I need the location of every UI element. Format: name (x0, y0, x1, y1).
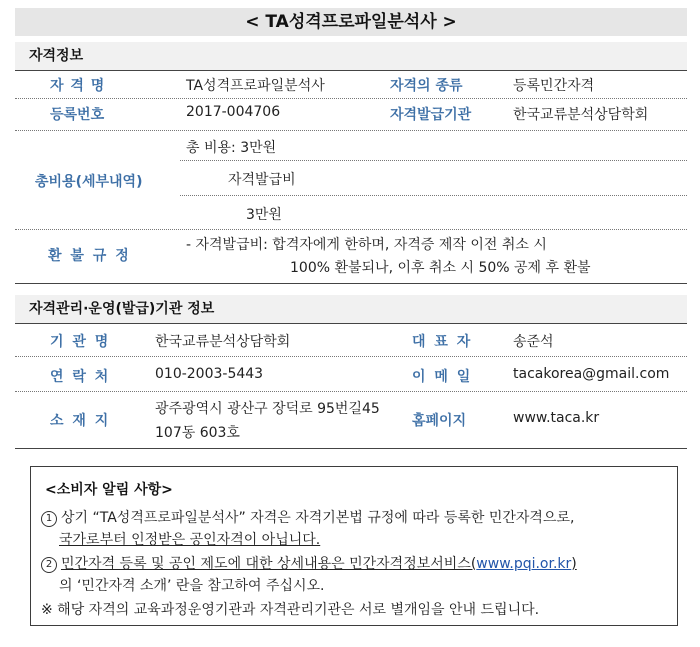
regno-value: 2017-004706 (186, 104, 281, 120)
email-value[interactable]: tacakorea@gmail.com (513, 366, 670, 382)
divider (15, 130, 687, 131)
cost-label: 총비용(세부내역) (35, 174, 143, 190)
divider (180, 160, 687, 161)
pqi-link[interactable]: www.pqi.or.kr (476, 556, 572, 572)
divider (180, 195, 687, 196)
notice-item-2-line-1 (41, 553, 577, 573)
name-value: TA성격프로파일분석사 (186, 78, 325, 94)
type-label: 자격의 종류 (390, 78, 463, 94)
org-value: 한국교류분석상담학회 (155, 334, 291, 350)
name-label: 자 격 명 (50, 78, 106, 94)
refund-line1: - 자격발급비: 합격자에게 한하며, 자격증 제작 이전 취소 시 (186, 237, 547, 253)
notice-item-1-line-1 (41, 507, 574, 527)
issuer-label: 자격발급기관 (390, 107, 472, 123)
contact-value: 010-2003-5443 (155, 366, 264, 382)
refund-line2: 100% 환불되나, 이후 취소 시 50% 공제 후 환불 (290, 260, 591, 276)
divider (15, 356, 687, 357)
email-label: 이 메 일 (412, 369, 473, 385)
notice-item-2-line-2: 의 ‘민간자격 소개’ 란을 참고하여 주십시오. (59, 578, 325, 594)
type-value: 등록민간자격 (513, 78, 595, 94)
divider (15, 323, 687, 324)
refund-label: 환 불 규 정 (48, 248, 131, 264)
contact-label: 연 락 처 (50, 369, 111, 385)
homepage-label: 홈페이지 (412, 413, 467, 429)
divider (15, 98, 687, 99)
number-2-icon: 2 (41, 557, 57, 573)
notice-item-3: ※ 해당 자격의 교육과정운영기관과 자격관리기관은 서로 별개임을 안내 드립니다. (41, 602, 540, 618)
cost-item-value: 3만원 (246, 207, 282, 223)
rep-label: 대 표 자 (412, 334, 473, 350)
address-label: 소 재 지 (50, 413, 111, 429)
notice-item-2-text: 민간자격 등록 및 공인 제도에 대한 상세내용은 민간자격정보서비스( (61, 556, 477, 572)
notice-item-1-text: 상기 “TA성격프로파일분석사” 자격은 자격기본법 규정에 따라 등록한 민간자격으로, (61, 510, 575, 526)
homepage-value[interactable]: www.taca.kr (513, 410, 600, 426)
notice-item-2-close: ) (571, 556, 577, 572)
notice-heading: <소비자 알림 사항> (45, 482, 173, 498)
divider (15, 448, 687, 449)
number-1-icon: 1 (41, 511, 57, 527)
divider (15, 283, 687, 284)
regno-label: 등록번호 (50, 107, 105, 123)
org-label: 기 관 명 (50, 334, 111, 350)
divider (15, 391, 687, 392)
issuer-value: 한국교류분석상담학회 (513, 107, 649, 123)
agency-heading: 자격관리·운영(발급)기관 정보 (15, 295, 687, 323)
address-line2: 107동 603호 (155, 425, 240, 441)
divider (15, 70, 687, 71)
cost-item: 자격발급비 (228, 172, 296, 188)
rep-value: 송준석 (513, 334, 554, 350)
qualification-heading: 자격정보 (15, 42, 687, 70)
page-title: < TA성격프로파일분석사 > (15, 8, 687, 36)
address-line1: 광주광역시 광산구 장덕로 95번길45 (155, 401, 380, 417)
cost-total: 총 비용: 3만원 (186, 140, 277, 156)
notice-item-1-line-2: 국가로부터 인정받은 공인자격이 아닙니다. (59, 532, 321, 548)
consumer-notice-box (30, 466, 678, 626)
divider (15, 229, 687, 230)
